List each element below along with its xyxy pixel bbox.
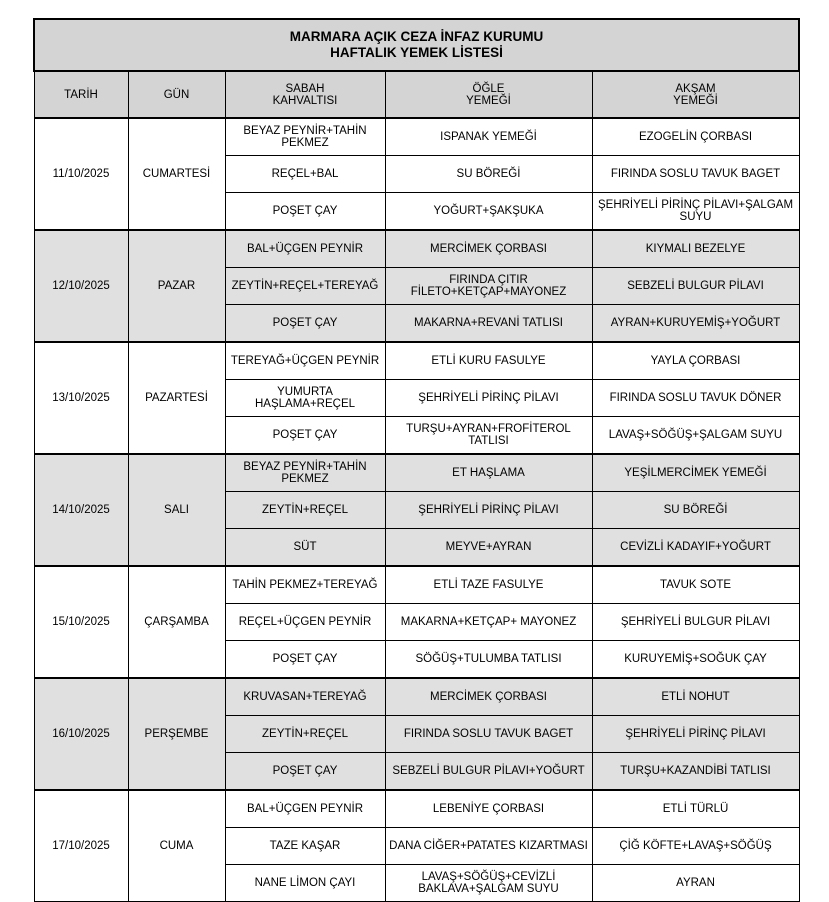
lunch-item: DANA CİĞER+PATATES KIZARTMASI xyxy=(385,828,592,865)
breakfast-item: POŞET ÇAY xyxy=(225,417,385,455)
lunch-item: ISPANAK YEMEĞİ xyxy=(385,118,592,156)
date-cell: 15/10/2025 xyxy=(34,566,128,678)
header-breakfast-line1: SABAH xyxy=(285,82,325,95)
dinner-item: KIYMALI BEZELYE xyxy=(592,230,799,268)
breakfast-item: REÇEL+ÜÇGEN PEYNİR xyxy=(225,604,385,641)
lunch-item: FIRINDA SOSLU TAVUK BAGET xyxy=(385,716,592,753)
dinner-item: ŞEHRİYELİ PİRİNÇ PİLAVI+ŞALGAM SUYU xyxy=(592,193,799,231)
breakfast-item: BAL+ÜÇGEN PEYNİR xyxy=(225,230,385,268)
header-dinner-line2: YEMEĞİ xyxy=(673,94,718,107)
breakfast-item: BEYAZ PEYNİR+TAHİN PEKMEZ xyxy=(225,454,385,492)
header-date: TARİH xyxy=(34,71,128,118)
dinner-item: ÇİĞ KÖFTE+LAVAŞ+SÖĞÜŞ xyxy=(592,828,799,865)
header-dinner xyxy=(592,71,799,118)
breakfast-item: POŞET ÇAY xyxy=(225,305,385,343)
dinner-item: TAVUK SOTE xyxy=(592,566,799,604)
breakfast-item: TAHİN PEKMEZ+TEREYAĞ xyxy=(225,566,385,604)
dinner-item: ŞEHRİYELİ BULGUR PİLAVI xyxy=(592,604,799,641)
table-row xyxy=(34,342,799,380)
breakfast-item: POŞET ÇAY xyxy=(225,193,385,231)
header-day: GÜN xyxy=(128,71,225,118)
breakfast-item: TEREYAĞ+ÜÇGEN PEYNİR xyxy=(225,342,385,380)
dinner-item: ETLİ TÜRLÜ xyxy=(592,790,799,828)
lunch-item: MERCİMEK ÇORBASI xyxy=(385,230,592,268)
dinner-item: SU BÖREĞİ xyxy=(592,492,799,529)
header-breakfast-line2: KAHVALTISI xyxy=(272,94,338,107)
breakfast-item: YUMURTA HAŞLAMA+REÇEL xyxy=(225,380,385,417)
day-cell: PAZARTESİ xyxy=(128,342,225,454)
dinner-item: CEVİZLİ KADAYIF+YOĞURT xyxy=(592,529,799,567)
lunch-item: MEYVE+AYRAN xyxy=(385,529,592,567)
date-cell: 16/10/2025 xyxy=(34,678,128,790)
breakfast-item: KRUVASAN+TEREYAĞ xyxy=(225,678,385,716)
header-dinner-line1: AKŞAM xyxy=(675,82,716,95)
dinner-item: AYRAN+KURUYEMİŞ+YOĞURT xyxy=(592,305,799,343)
breakfast-item: BEYAZ PEYNİR+TAHİN PEKMEZ xyxy=(225,118,385,156)
dinner-item: EZOGELİN ÇORBASI xyxy=(592,118,799,156)
header-lunch-line2: YEMEĞİ xyxy=(466,94,511,107)
breakfast-item: BAL+ÜÇGEN PEYNİR xyxy=(225,790,385,828)
lunch-item: SÖĞÜŞ+TULUMBA TATLISI xyxy=(385,641,592,679)
day-cell: CUMA xyxy=(128,790,225,902)
date-cell: 11/10/2025 xyxy=(34,118,128,230)
menu-body xyxy=(34,118,799,902)
lunch-item: TURŞU+AYRAN+FROFİTEROL TATLISI xyxy=(385,417,592,455)
header-lunch xyxy=(385,71,592,118)
list-name: HAFTALIK YEMEK LİSTESİ xyxy=(330,45,503,60)
dinner-item: LAVAŞ+SÖĞÜŞ+ŞALGAM SUYU xyxy=(592,417,799,455)
lunch-item: FIRINDA ÇITIR FİLETO+KETÇAP+MAYONEZ xyxy=(385,268,592,305)
lunch-item: ŞEHRİYELİ PİRİNÇ PİLAVI xyxy=(385,380,592,417)
lunch-item: SU BÖREĞİ xyxy=(385,156,592,193)
lunch-item: LEBENİYE ÇORBASI xyxy=(385,790,592,828)
header-breakfast xyxy=(225,71,385,118)
dinner-item: SEBZELİ BULGUR PİLAVI xyxy=(592,268,799,305)
dinner-item: YAYLA ÇORBASI xyxy=(592,342,799,380)
breakfast-item: ZEYTİN+REÇEL+TEREYAĞ xyxy=(225,268,385,305)
dinner-item: KURUYEMİŞ+SOĞUK ÇAY xyxy=(592,641,799,679)
day-cell: SALI xyxy=(128,454,225,566)
breakfast-item: POŞET ÇAY xyxy=(225,641,385,679)
breakfast-item: REÇEL+BAL xyxy=(225,156,385,193)
date-cell: 17/10/2025 xyxy=(34,790,128,902)
lunch-item: MERCİMEK ÇORBASI xyxy=(385,678,592,716)
breakfast-item: SÜT xyxy=(225,529,385,567)
table-row xyxy=(34,678,799,716)
day-cell: ÇARŞAMBA xyxy=(128,566,225,678)
breakfast-item: ZEYTİN+REÇEL xyxy=(225,492,385,529)
dinner-item: FIRINDA SOSLU TAVUK DÖNER xyxy=(592,380,799,417)
lunch-item: LAVAŞ+SÖĞÜŞ+CEVİZLİ BAKLAVA+ŞALGAM SUYU xyxy=(385,865,592,902)
lunch-item: YOĞURT+ŞAKŞUKA xyxy=(385,193,592,231)
lunch-item: MAKARNA+REVANİ TATLISI xyxy=(385,305,592,343)
lunch-item: MAKARNA+KETÇAP+ MAYONEZ xyxy=(385,604,592,641)
day-cell: CUMARTESİ xyxy=(128,118,225,230)
day-cell: PERŞEMBE xyxy=(128,678,225,790)
day-cell: PAZAR xyxy=(128,230,225,342)
table-row xyxy=(34,790,799,828)
table-row xyxy=(34,566,799,604)
lunch-item: ET HAŞLAMA xyxy=(385,454,592,492)
lunch-item: ETLİ KURU FASULYE xyxy=(385,342,592,380)
dinner-item: TURŞU+KAZANDİBİ TATLISI xyxy=(592,753,799,791)
dinner-item: AYRAN xyxy=(592,865,799,902)
dinner-item: ETLİ NOHUT xyxy=(592,678,799,716)
weekly-menu-table xyxy=(33,18,800,902)
table-row xyxy=(34,230,799,268)
breakfast-item: ZEYTİN+REÇEL xyxy=(225,716,385,753)
dinner-item: YEŞİLMERCİMEK YEMEĞİ xyxy=(592,454,799,492)
lunch-item: ETLİ TAZE FASULYE xyxy=(385,566,592,604)
breakfast-item: NANE LİMON ÇAYI xyxy=(225,865,385,902)
header-row xyxy=(34,71,799,118)
institution-name: MARMARA AÇIK CEZA İNFAZ KURUMU xyxy=(289,29,544,44)
table-row xyxy=(34,454,799,492)
header-lunch-line1: ÖĞLE xyxy=(472,82,505,95)
dinner-item: FIRINDA SOSLU TAVUK BAGET xyxy=(592,156,799,193)
date-cell: 12/10/2025 xyxy=(34,230,128,342)
dinner-item: ŞEHRİYELİ PİRİNÇ PİLAVI xyxy=(592,716,799,753)
breakfast-item: POŞET ÇAY xyxy=(225,753,385,791)
date-cell: 13/10/2025 xyxy=(34,342,128,454)
date-cell: 14/10/2025 xyxy=(34,454,128,566)
menu-title xyxy=(34,19,799,71)
lunch-item: ŞEHRİYELİ PİRİNÇ PİLAVI xyxy=(385,492,592,529)
lunch-item: SEBZELİ BULGUR PİLAVI+YOĞURT xyxy=(385,753,592,791)
breakfast-item: TAZE KAŞAR xyxy=(225,828,385,865)
table-row xyxy=(34,118,799,156)
